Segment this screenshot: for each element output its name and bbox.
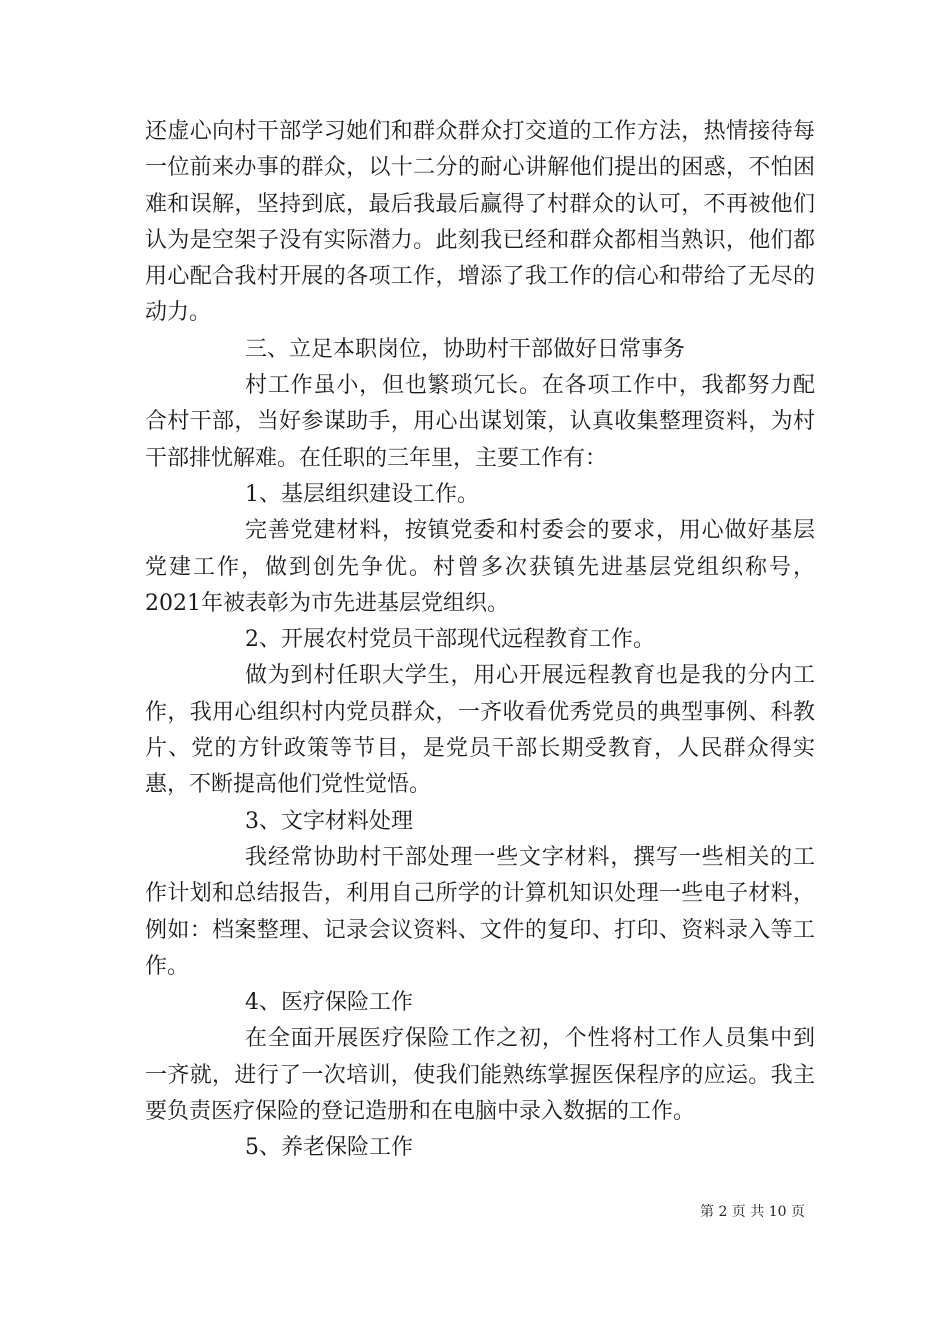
page-number-footer: 第 2 页 共 10 页 — [700, 1204, 805, 1220]
paragraph-continuation: 还虚心向村干部学习她们和群众群众打交道的工作方法，热情接待每一位前来办事的群众，以十二分的耐心讲解他们提出的困惑，不怕困难和误解，坚持到底，最后我最后赢得了村群众的认可，不再被他们认为是空架子没有实际潜力。此刻我已经和群众都相当熟识，他们都用心配合我村开展的各项工作，增添了我工作的信心和带给了无尽的动力。 — [145, 119, 815, 326]
item-heading: 4、医疗保险工作 — [245, 990, 413, 1016]
body-text — [145, 114, 815, 1167]
paragraph: 村工作虽小，但也繁琐冗长。在各项工作中，我都努力配合村干部，当好参谋助手，用心出谋划策，认真收集整理资料，为村干部排忧解难。在任职的三年里，主要工作有： — [145, 373, 815, 471]
paragraph: 我经常协助村干部处理一些文字材料，撰写一些相关的工作计划和总结报告，利用自己所学的计算机知识处理一些电子材料，例如：档案整理、记录会议资料、文件的复印、打印、资料录入等工作。 — [145, 844, 815, 979]
paragraph: 完善党建材料，按镇党委和村委会的要求，用心做好基层党建工作，做到创先争优。村曾多次获镇先进基层党组织称号，2021年被表彰为市先进基层党组织。 — [145, 518, 815, 616]
item-heading: 2、开展农村党员干部现代远程教育工作。 — [245, 627, 655, 653]
paragraph: 做为到村任职大学生，用心开展远程教育也是我的分内工作，我用心组织村内党员群众，一齐收看优秀党员的典型事例、科教片、党的方针政策等节目，是党员干部长期受教育，人民群众得实惠，不断提高他们党性觉悟。 — [145, 663, 815, 798]
item-heading: 5、养老保险工作 — [245, 1135, 413, 1161]
section-heading: 三、立足本职岗位，协助村干部做好日常事务 — [245, 336, 686, 362]
item-heading: 3、文字材料处理 — [245, 808, 413, 834]
paragraph: 在全面开展医疗保险工作之初，个性将村工作人员集中到一齐就，进行了一次培训，使我们能熟练掌握医保程序的应运。我主要负责医疗保险的登记造册和在电脑中录入数据的工作。 — [145, 1026, 815, 1125]
item-heading: 1、基层组织建设工作。 — [245, 481, 479, 507]
